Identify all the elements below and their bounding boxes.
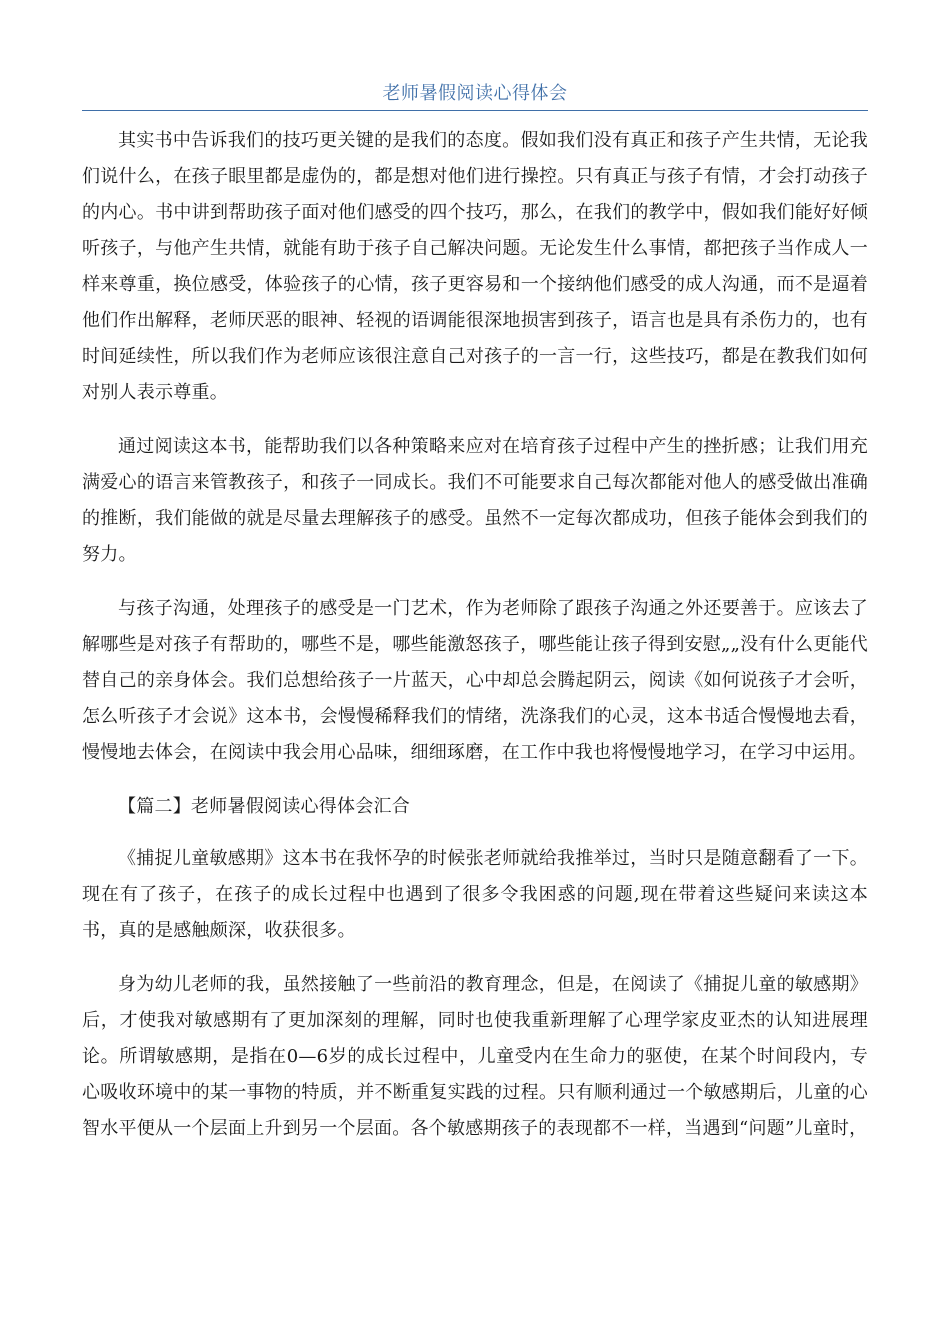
body-paragraph: 通过阅读这本书，能帮助我们以各种策略来应对在培育孩子过程中产生的挫折感；让我们用充满爱心的语言来管教孩子，和孩子一同成长。我们不可能要求自己每次都能对他人的感受做出准确的推断，我们能做的就是尽量去理解孩子的感受。虽然不一定每次都成功，但孩子能体会到我们的努力。 (82, 436, 868, 565)
body-paragraph: 《捕捉儿童敏感期》这本书在我怀孕的时候张老师就给我推举过，当时只是随意翻看了一下。现在有了孩子，在孩子的成长过程中也遇到了很多令我困惑的问题,现在带着这些疑问来读这本书，真的是感触颇深，收获很多。 (82, 848, 868, 941)
body-paragraph: 其实书中告诉我们的技巧更关键的是我们的态度。假如我们没有真正和孩子产生共情，无论我们说什么，在孩子眼里都是虚伪的，都是想对他们进行操控。只有真正与孩子有情，才会打动孩子的内心。书中讲到帮助孩子面对他们感受的四个技巧，那么，在我们的教学中，假如我们能好好倾听孩子，与他产生共情，就能有助于孩子自己解决问题。无论发生什么事情，都把孩子当作成人一样来尊重，换位感受，体验孩子的心情，孩子更容易和一个接纳他们感受的成人沟通，而不是逼着他们作出解释，老师厌恶的眼神、轻视的语调能很深地损害到孩子，语言也是具有杀伤力的，也有时间延续性，所以我们作为老师应该很注意自己对孩子的一言一行，这些技巧，都是在教我们如何对别人表示尊重。 (82, 130, 868, 403)
body-paragraph: 身为幼儿老师的我，虽然接触了一些前沿的教育理念，但是，在阅读了《捕捉儿童的敏感期》后，才使我对敏感期有了更加深刻的理解，同时也使我重新理解了心理学家皮亚杰的认知进展理论。所谓敏感期，是指在0—6岁的成长过程中，儿童受内在生命力的驱使，在某个时间段内，专心吸收环境中的某一事物的特质，并不断重复实践的过程。只有顺利通过一个敏感期后，儿童的心智水平便从一个层面上升到另一个层面。各个敏感期孩子的表现都不一样，当遇到“问题”儿童时， (82, 974, 868, 1139)
page-header (82, 80, 868, 111)
header-title: 老师暑假阅读心得体会 (382, 83, 568, 104)
body-paragraph: 与孩子沟通，处理孩子的感受是一门艺术，作为老师除了跟孩子沟通之外还要善于。应该去了解哪些是对孩子有帮助的，哪些不是，哪些能激怒孩子，哪些能让孩子得到安慰„„没有什么更能代替自己的亲身体会。我们总想给孩子一片蓝天，心中却总会腾起阴云，阅读《如何说孩子才会听，怎么听孩子才会说》这本书，会慢慢稀释我们的情绪，洗涤我们的心灵，这本书适合慢慢地去看，慢慢地去体会，在阅读中我会用心品味，细细琢磨，在工作中我也将慢慢地学习，在学习中运用。 (82, 598, 868, 763)
section-heading: 【篇二】老师暑假阅读心得体会汇合 (118, 796, 410, 817)
document-body (82, 123, 868, 1165)
